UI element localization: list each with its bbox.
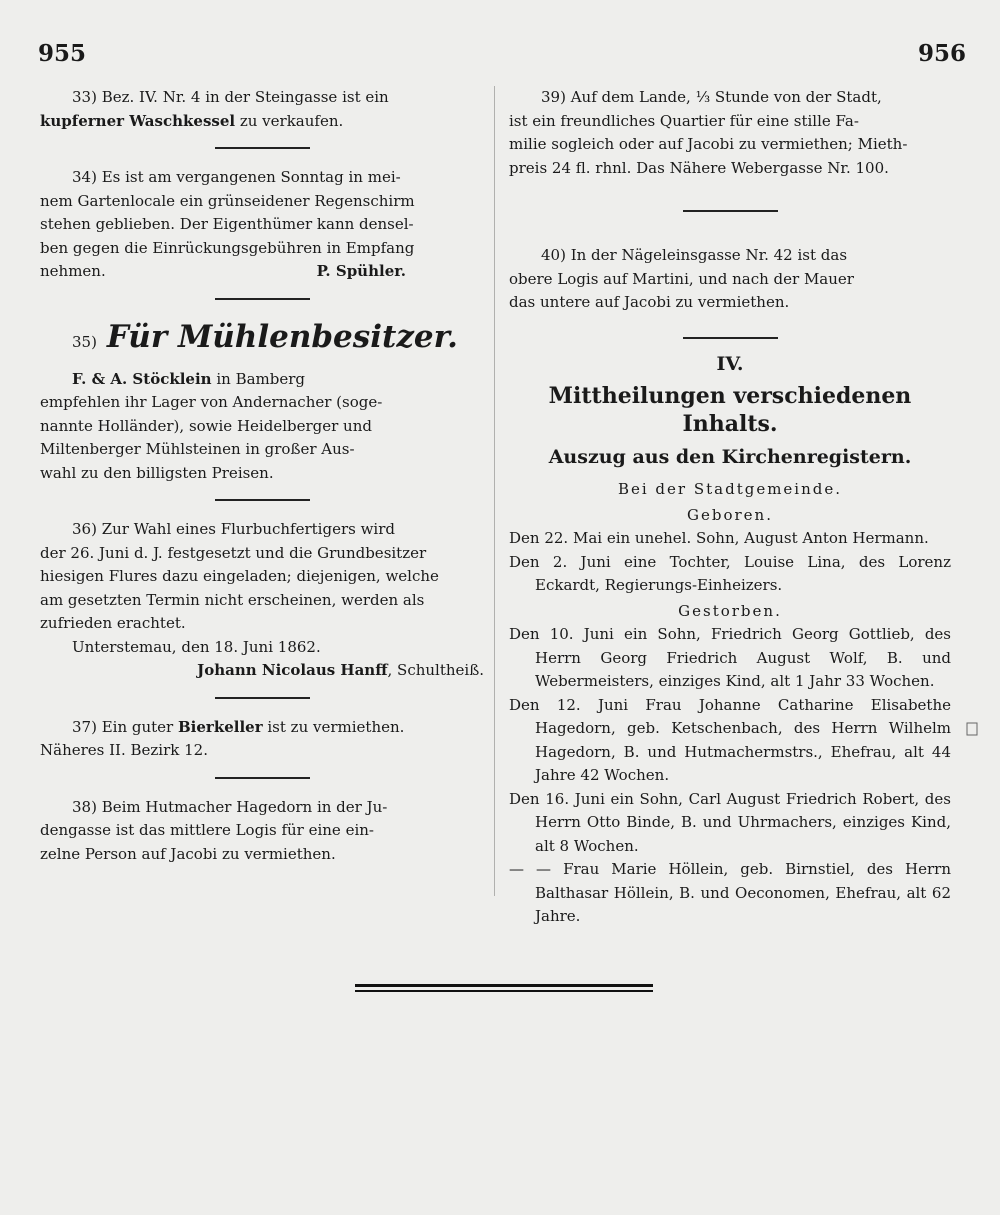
separator-rule [683, 337, 778, 339]
birth-entry: Den 2. Juni eine Tochter, Louise Lina, des Lorenz Eckardt, Regierungs-Einheizers. [509, 552, 951, 594]
notice-36-signature-title: , Schultheiß. [387, 661, 484, 679]
margin-mark-icon [966, 722, 978, 736]
section-subtitle: Auszug aus den Kirchenregistern. [548, 446, 912, 468]
notice-39-line: 39) Auf dem Lande, ⅓ Stunde von der Stadt, [541, 88, 882, 106]
notice-36-line: zufrieden erachtet. [40, 614, 186, 632]
page-number-right: 956 [918, 40, 967, 67]
notice-37-line2: Näheres II. Bezirk 12. [40, 741, 208, 759]
right-column [509, 86, 951, 929]
column-divider [494, 86, 495, 896]
notice-40-line: 40) In der Nägeleinsgasse Nr. 42 ist das [541, 246, 848, 264]
notice-37-b: ist zu vermiethen. [262, 717, 405, 736]
notice-40-line: obere Logis auf Martini, und nach der Mauer [509, 269, 854, 288]
death-entry: Den 12. Juni Frau Johanne Catharine Elisabethe Hagedorn, geb. Ketschenbach, des Herrn Wilhelm Hagedorn, B. und Hutmachermstrs., Ehefrau, alt 44 Jahre 42 Wochen. [509, 695, 951, 784]
notice-38-line: dengasse ist das mittlere Logis für eine ein- [40, 821, 374, 839]
separator-rule [215, 697, 310, 699]
notice-35-line: empfehlen ihr Lager von Andernacher (soge- [40, 393, 383, 411]
notice-34 [40, 166, 484, 284]
death-entry: Den 10. Juni ein Sohn, Friedrich Georg Gottlieb, des Herrn Georg Friedrich August Wolf, B. und Webermeisters, einziges Kind, alt 1 Jahr 33 Wochen. [509, 625, 951, 690]
notice-37-line1 [40, 716, 484, 740]
born-heading: Geboren. [687, 505, 773, 524]
notice-37-bold: Bierkeller [178, 717, 263, 736]
notice-39 [509, 86, 951, 180]
notice-40 [509, 244, 951, 315]
notice-35-number: 35) [72, 332, 97, 351]
left-column [40, 86, 484, 866]
notice-33-line1: 33) Bez. IV. Nr. 4 in der Steingasse ist ein [72, 88, 389, 106]
death-entry: Den 16. Juni ein Sohn, Carl August Friedrich Robert, des Herrn Otto Binde, B. und Uhrmachers, einziges Kind, alt 8 Wochen. [509, 789, 951, 855]
notice-33-bold: kupferner Waschkessel [40, 111, 236, 130]
separator-rule [215, 777, 310, 779]
notice-39-line: preis 24 fl. rhnl. Das Nähere Webergasse Nr. 100. [509, 158, 889, 177]
notice-34-line: nem Gartenlocale ein grünseidener Regenschirm [40, 191, 415, 210]
closing-double-rule-bottom [355, 990, 653, 992]
notice-35-heading [40, 317, 484, 362]
notice-34-last-word: nehmen. [40, 262, 106, 280]
notice-37 [40, 716, 484, 763]
notice-35-line1 [40, 368, 484, 392]
notice-35-title: Für Mühlenbesitzer. [106, 318, 458, 355]
notice-39-line: ist ein freundliches Quartier für eine stille Fa- [509, 111, 859, 130]
community-heading: Bei der Stadtgemeinde. [617, 480, 843, 498]
notice-36-line: hiesigen Flures dazu eingeladen; diejenigen, welche [40, 567, 439, 585]
notice-36-place-date: Unterstemau, den 18. Juni 1862. [72, 637, 321, 656]
notice-34-signature: P. Spühler. [316, 262, 406, 280]
notice-34-line: ben gegen die Einrückungsgebühren in Empfang [40, 238, 415, 257]
notice-36 [40, 518, 484, 683]
notice-34-last-line [40, 260, 484, 284]
separator-rule [683, 210, 778, 212]
notice-38-line: 38) Beim Hutmacher Hagedorn in der Ju- [72, 797, 388, 816]
notice-40-line: das untere auf Jacobi zu vermiethen. [509, 293, 790, 311]
section-iv [509, 353, 951, 929]
notice-34-line: 34) Es ist am vergangenen Sonntag in mei- [72, 168, 401, 186]
notice-35-line: Miltenberger Mühlsteinen in großer Aus- [40, 440, 355, 458]
notice-36-line: 36) Zur Wahl eines Flurbuchfertigers wird [72, 520, 395, 538]
notice-37-a: 37) Ein guter [72, 717, 178, 736]
notice-35-firm: F. & A. Stöcklein [72, 369, 212, 388]
section-roman-numeral: IV. [716, 352, 744, 375]
separator-rule [215, 298, 310, 300]
section-title: Mittheilungen verschiedenen Inhalts. [548, 383, 912, 437]
notice-35-line1-rest: in Bamberg [211, 369, 306, 388]
closing-double-rule-top [355, 984, 653, 987]
notice-35 [40, 317, 484, 486]
notice-33-rest: zu verkaufen. [235, 111, 344, 130]
separator-rule [215, 499, 310, 501]
notice-36-line: am gesetzten Termin nicht erscheinen, werden als [40, 590, 425, 609]
separator-rule [215, 147, 310, 149]
notice-39-line: milie sogleich oder auf Jacobi zu vermiethen; Mieth- [509, 135, 908, 153]
notice-36-line: der 26. Juni d. J. festgesetzt und die Grundbesitzer [40, 543, 427, 562]
death-entry: — — Frau Marie Höllein, geb. Birnstiel, des Herrn Balthasar Höllein, B. und Oeconomen, Ehefrau, alt 62 Jahre. [509, 860, 951, 925]
notice-34-line: stehen geblieben. Der Eigenthümer kann densel- [40, 215, 414, 233]
page-number-left: 955 [38, 40, 87, 67]
notice-36-signature-name: Johann Nicolaus Hanff [197, 661, 388, 679]
notice-33-line2 [40, 110, 484, 134]
notice-35-line: nannte Holländer), sowie Heidelberger und [40, 416, 372, 435]
notice-35-line: wahl zu den billigsten Preisen. [40, 463, 274, 482]
notice-38 [40, 796, 484, 867]
notice-38-line: zelne Person auf Jacobi zu vermiethen. [40, 844, 336, 863]
notice-36-signature [40, 659, 484, 683]
notice-33 [40, 86, 484, 133]
birth-entry: Den 22. Mai ein unehel. Sohn, August Anton Hermann. [509, 529, 929, 547]
died-heading: Gestorben. [678, 601, 782, 620]
